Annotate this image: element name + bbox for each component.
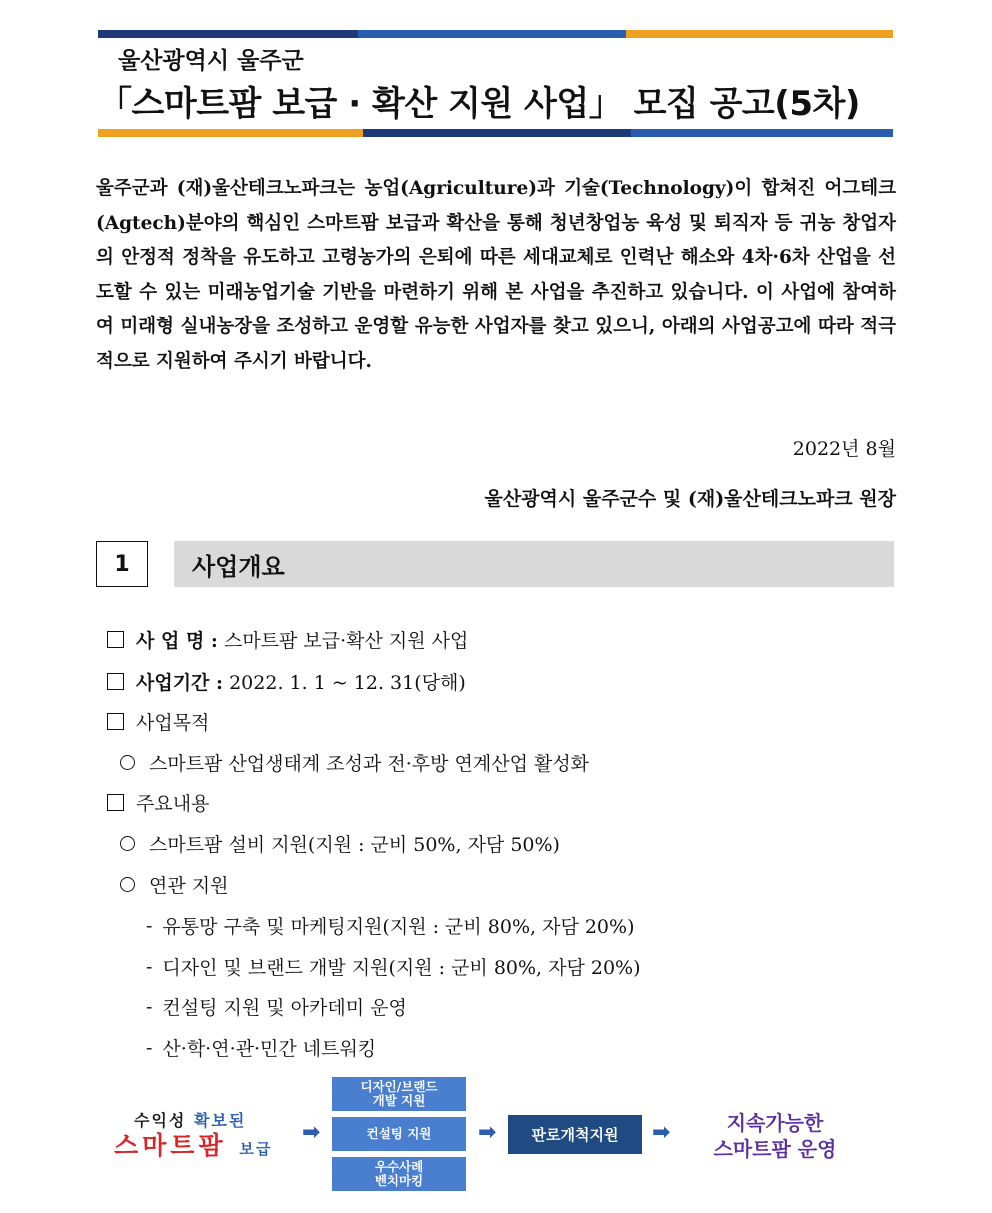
- circle-bullet-icon: [120, 755, 135, 770]
- flow-end-line-1: 지속가능한: [726, 1111, 824, 1135]
- content-bullet-1: [120, 830, 560, 857]
- item-project-purpose: [107, 708, 209, 735]
- circle-bullet-icon: [120, 877, 135, 892]
- project-name-label: 사 업 명 :: [136, 630, 218, 652]
- dash-bullet: -: [146, 914, 153, 937]
- flow-left-word-a: 수익성: [134, 1111, 187, 1130]
- announcement-date: 2022년 8월: [792, 438, 896, 460]
- checkbox-square-icon: [107, 713, 124, 730]
- flow-left-word-c: 스마트팜: [114, 1131, 227, 1160]
- item-main-content: [107, 789, 209, 816]
- project-period-value: 2022. 1. 1 ~ 12. 31(당해): [229, 672, 466, 694]
- project-name-value: 스마트팜 보급·확산 지원 사업: [223, 630, 469, 652]
- dash-bullet: -: [146, 1036, 153, 1059]
- signature: 울산광역시 울주군수 및 (재)울산테크노파크 원장: [484, 488, 896, 510]
- circle-bullet-icon: [120, 836, 135, 851]
- project-period-label: 사업기간 :: [136, 672, 224, 694]
- flow-left-word-d: 보급: [239, 1140, 273, 1158]
- sub-item-text: 디자인 및 브랜드 개발 지원(지원 : 군비 80%, 자담 20%): [162, 957, 641, 979]
- header-top-bar: [98, 30, 893, 38]
- arrow-right-icon: ➡: [478, 1120, 497, 1145]
- sub-item-text: 산·학·연·관·민간 네트워킹: [162, 1038, 377, 1060]
- sub-item: [146, 1034, 376, 1061]
- purpose-bullet: [120, 749, 589, 776]
- item-project-period: [107, 668, 466, 695]
- content-text-1: 스마트팜 설비 지원(지원 : 군비 50%, 자담 50%): [149, 834, 560, 856]
- section-title: 사업개요: [174, 541, 894, 587]
- flow-start-label: [112, 1108, 302, 1158]
- section-number: 1: [96, 541, 148, 587]
- flow-end-line-2: 스마트팜 운영: [713, 1137, 837, 1161]
- flow-box-design: 디자인/브랜드 개발 지원: [332, 1077, 466, 1111]
- checkbox-square-icon: [107, 794, 124, 811]
- arrow-right-icon: ➡: [652, 1120, 671, 1145]
- flow-left-word-b: 확보된: [193, 1111, 247, 1130]
- project-purpose-label: 사업목적: [136, 712, 210, 734]
- flow-end-label: [690, 1110, 860, 1162]
- sub-item: [146, 912, 634, 939]
- flow-box-consulting: 컨설팅 지원: [332, 1117, 466, 1151]
- page-title: 「스마트팜 보급 · 확산 지원 사업」 모집 공고(5차): [98, 84, 860, 124]
- content-text-2: 연관 지원: [149, 875, 229, 897]
- content-bullet-2: [120, 871, 228, 898]
- purpose-text: 스마트팜 산업생태계 조성과 전·후방 연계산업 활성화: [149, 753, 590, 775]
- header-bottom-bar: [98, 129, 893, 137]
- arrow-right-icon: ➡: [302, 1120, 321, 1145]
- main-content-label: 주요내용: [136, 793, 210, 815]
- sub-item: [146, 993, 407, 1020]
- checkbox-square-icon: [107, 631, 124, 648]
- flow-box-benchmarking: 우수사례 벤치마킹: [332, 1157, 466, 1191]
- sub-item-text: 유통망 구축 및 마케팅지원(지원 : 군비 80%, 자담 20%): [162, 916, 635, 938]
- sub-item-text: 컨설팅 지원 및 아카데미 운영: [162, 997, 407, 1019]
- intro-paragraph: 울주군과 (재)울산테크노파크는 농업(Agriculture)과 기술(Technology)이 합쳐진 어그테크(Agtech)분야의 핵심인 스마트팜 보급과 확산을 통해 청년창업농 육성 및 퇴직자 등 귀농 창업자의 안정적 정착을 유도하고 고령농가의 은퇴에 따른 세대교체로 인력난 해소와 4차·6차 산업을 선도할 수 있는 미래농업기술 기반을 마련하기 위해 본 사업을 추진하고 있습니다. 이 사업에 참여하여 미래형 실내농장을 조성하고 운영할 유능한 사업자를 찾고 있으니, 아래의 사업공고에 따라 적극적으로 지원하여 주시기 바랍니다.: [96, 178, 896, 372]
- sub-item: [146, 953, 641, 980]
- header-subtitle: 울산광역시 울주군: [118, 48, 304, 74]
- item-project-name: [107, 626, 468, 653]
- dash-bullet: -: [146, 995, 153, 1018]
- checkbox-square-icon: [107, 673, 124, 690]
- dash-bullet: -: [146, 955, 153, 978]
- flow-box-market: 판로개척지원: [508, 1115, 642, 1154]
